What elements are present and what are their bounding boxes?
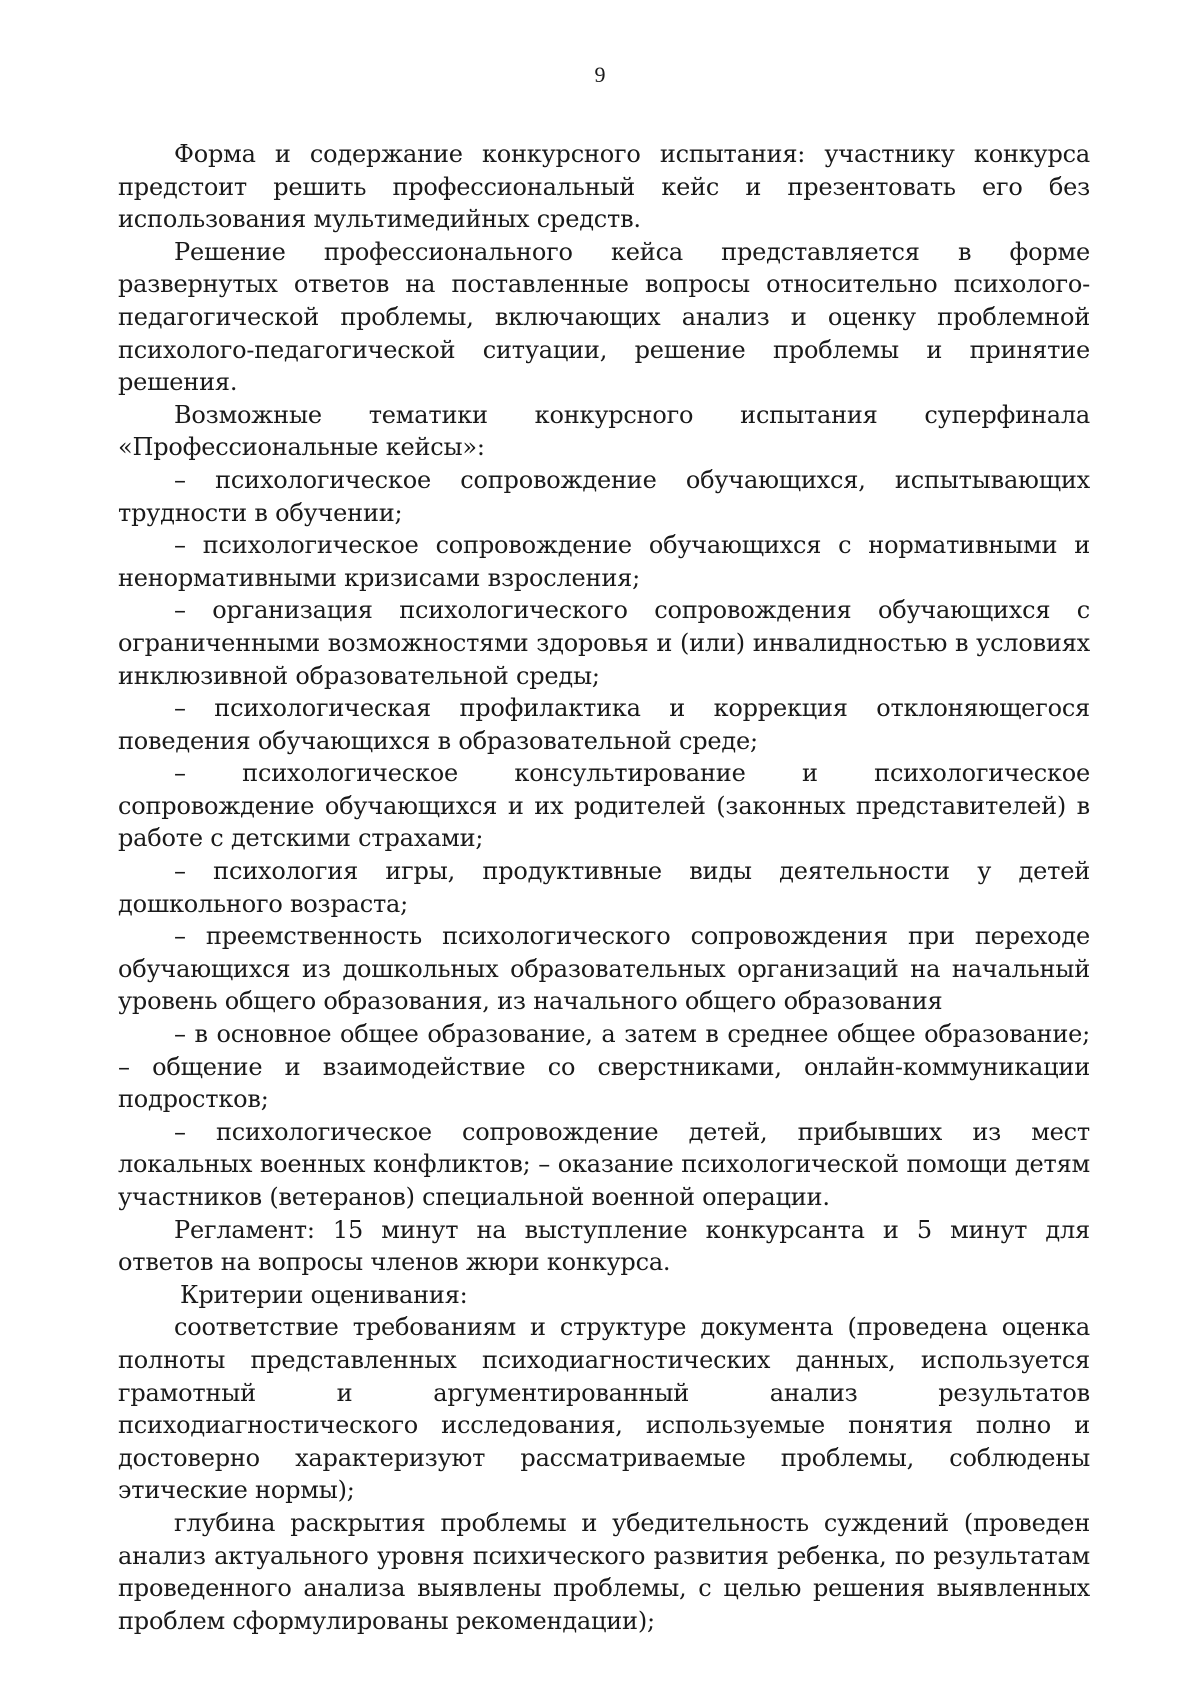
list-item-growing-up-crises: – психологическое сопровождение обучающихся с нормативными и ненормативными кризисами взросления; bbox=[118, 531, 1090, 592]
list-item-consulting-fears: – психологическое консультирование и психологическое сопровождение обучающихся и их родителей (законных представителей) в работе с детскими страхами; bbox=[118, 759, 1090, 853]
paragraph-regulations: Регламент: 15 минут на выступление конкурсанта и 5 минут для ответов на вопросы членов жюри конкурса. bbox=[118, 1215, 1090, 1277]
list-item-communication-peers: – в основное общее образование, а затем в среднее общее образование; – общение и взаимодействие со сверстниками, онлайн-коммуникации подростков; bbox=[118, 1020, 1090, 1114]
list-item-continuity: – преемственность психологического сопровождения при переходе обучающихся из дошкольных образовательных организаций на начальный уровень общего образования, из начального общего образования bbox=[118, 922, 1090, 1016]
list-item-military-conflicts: – психологическое сопровождение детей, прибывших из мест локальных военных конфликтов; – оказание психологической помощи детям участников (ветеранов) специальной военной операции. bbox=[118, 1117, 1090, 1211]
paragraph-possible-topics: Возможные тематики конкурсного испытания суперфинала «Профессиональные кейсы»: bbox=[118, 400, 1090, 462]
list-item-deviant-behavior: – психологическая профилактика и коррекция отклоняющегося поведения обучающихся в образовательной среде; bbox=[118, 694, 1090, 755]
paragraph-case-solution: Решение профессионального кейса представляется в форме развернутых ответов на поставленные вопросы относительно психолого-педагогической проблемы, включающих анализ и оценку проблемной психолого-педагогической ситуации, решение проблемы и принятие решения. bbox=[118, 237, 1090, 397]
paragraph-criteria-heading: Критерии оценивания: bbox=[180, 1280, 468, 1309]
paragraph-form-and-content: Форма и содержание конкурсного испытания: участнику конкурса предстоит решить профессиональный кейс и презентовать его без использования мультимедийных средств. bbox=[118, 140, 1090, 234]
criterion-depth: глубина раскрытия проблемы и убедительность суждений (проведен анализ актуального уровня психического развития ребенка, по результатам проведенного анализа выявлены проблемы, с целью решения выявленных проблем сформулированы рекомендации); bbox=[118, 1508, 1090, 1635]
list-item-play-psychology: – психология игры, продуктивные виды деятельности у детей дошкольного возраста; bbox=[118, 857, 1090, 918]
page-number: 9 bbox=[594, 62, 606, 87]
page-content bbox=[118, 138, 1090, 1637]
list-item-inclusive-environment: – организация психологического сопровождения обучающихся с ограниченными возможностями здоровья и (или) инвалидностью в условиях инклюзивной образовательной среды; bbox=[118, 596, 1090, 690]
criterion-compliance: соответствие требованиям и структуре документа (проведена оценка полноты представленных психодиагностических данных, используется грамотный и аргументированный анализ результатов психодиагностического исследования, используемые понятия полно и достоверно характеризуют рассматриваемые проблемы, соблюдены этические нормы); bbox=[118, 1313, 1090, 1505]
list-item-learning-difficulties: – психологическое сопровождение обучающихся, испытывающих трудности в обучении; bbox=[118, 465, 1090, 527]
